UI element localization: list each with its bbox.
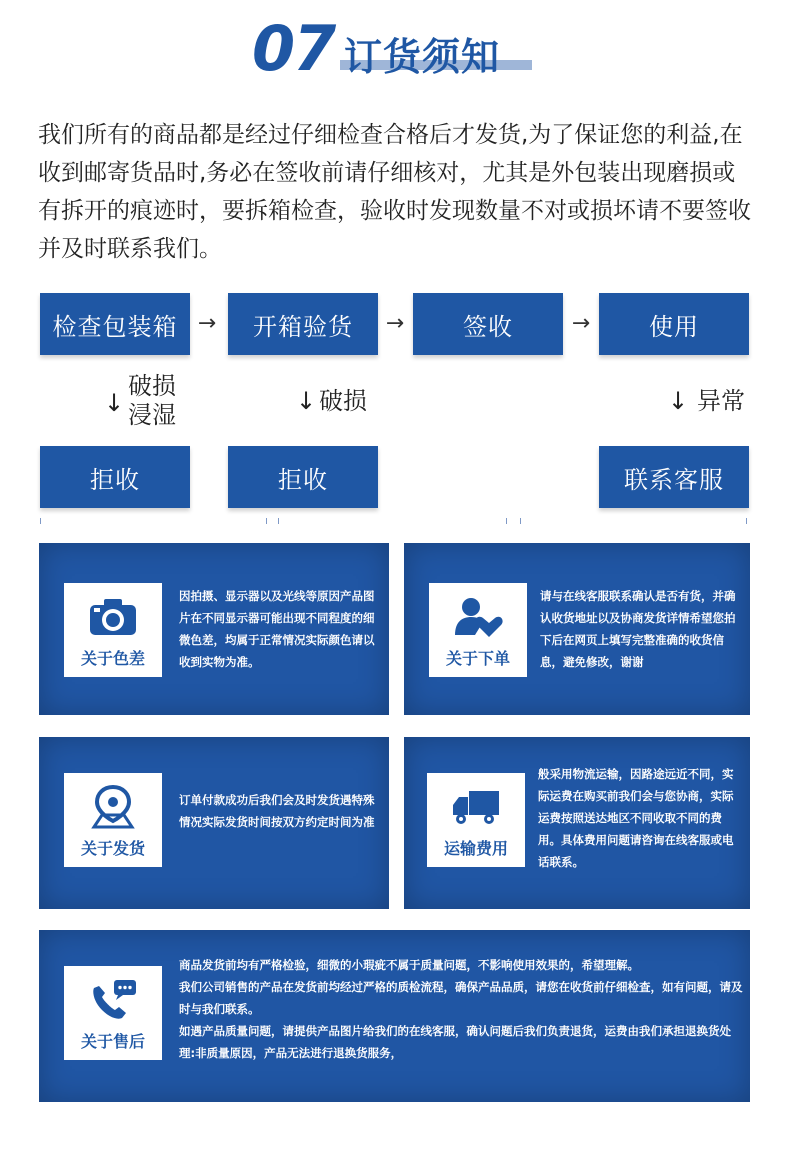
flow-step-sign: 签收 [413,293,563,355]
arrow-right-icon: → [197,311,217,336]
tick-mark [520,518,521,524]
user-heart-icon [453,595,503,639]
tick-mark [266,518,267,524]
condition-damaged: 破损 [128,372,176,400]
card-ordering [404,543,750,715]
card-freight [404,737,750,909]
down-arrow-icon: ↓ [296,387,317,415]
phone-chat-icon [88,978,138,1022]
condition-damaged-2: 破损 [319,387,367,415]
tick-mark [278,518,279,524]
card-icon-box [64,966,162,1060]
card-icon-box [64,773,162,867]
card-label: 关于售后 [80,1032,145,1051]
card-after-sales [39,930,750,1102]
truck-icon [451,785,501,829]
card-label: 运输费用 [443,839,508,858]
card-icon-box [429,583,527,677]
card-icon-box [64,583,162,677]
tick-mark [506,518,507,524]
intro-paragraph: 我们所有的商品都是经过仔细检查合格后才发货,为了保证您的利益,在收到邮寄货品时,务必在签收前请仔细核对，尤其是外包装出现磨损或有拆开的痕迹时，要拆箱检查，验收时发现数量不对或损坏请不要签收并及时联系我们。 [38,122,751,262]
flow-step-inspect: 开箱验货 [228,293,378,355]
camera-icon [88,595,138,639]
card-text-block [179,954,743,1064]
tick-mark [40,518,41,524]
card-color-difference [39,543,389,715]
section-title: 订货须知 [344,35,501,79]
card-icon-box [427,773,525,867]
arrow-right-icon: → [571,311,591,336]
outcome-reject-2: 拒收 [228,446,378,508]
card-shipping [39,737,389,909]
card-text: 请与在线客服联系确认是否有货，并确认收货地址以及协商发货详情希望您拍下后在网页上填写完整准确的收货信息，避免修改，谢谢 [540,589,736,669]
card-label: 关于色差 [80,649,145,668]
card-text: 订单付款成功后我们会及时发货遇特殊情况实际发货时间按双方约定时间为准 [179,793,375,829]
section-header [0,10,790,85]
arrow-right-icon: → [385,311,405,336]
section-number: 07 [252,12,335,85]
location-pin-icon [88,785,138,829]
after-sales-line: 我们公司销售的产品在发货前均经过严格的质检流程，确保产品品质，请您在收货前仔细检查，如有问题，请及时与我们联系。 [179,980,743,1016]
card-label: 关于下单 [445,649,510,668]
condition-damaged-wet [128,372,176,430]
condition-wet: 浸湿 [128,401,176,429]
outcome-reject-1: 拒收 [40,446,190,508]
flow-step-check-box: 检查包装箱 [40,293,190,355]
down-arrow-icon: ↓ [104,389,125,417]
card-text: 般采用物流运输，因路途远近不同，实际运费在购买前我们会与您协商，实际运费按照送达地区不同收取不同的费用。具体费用问题请咨询在线客服或电话联系。 [538,767,734,869]
flow-step-use: 使用 [599,293,749,355]
tick-mark [746,518,747,524]
condition-abnormal: 异常 [697,387,745,415]
after-sales-line: 如遇产品质量问题，请提供产品图片给我们的在线客服，确认问题后我们负责退货，运费由我们承担退换货处理:非质量原因，产品无法进行退换货服务， [179,1024,731,1060]
after-sales-line: 商品发货前均有严格检验，细微的小瑕疵不属于质量问题，不影响使用效果的，希望理解。 [179,958,639,972]
card-label: 关于发货 [80,839,145,858]
card-text: 因拍摄、显示器以及光线等原因产品图片在不同显示器可能出现不同程度的细微色差，均属于正常情况实际颜色请以收到实物为准。 [179,589,375,669]
outcome-contact-service: 联系客服 [599,446,749,508]
down-arrow-icon: ↓ [668,387,689,415]
